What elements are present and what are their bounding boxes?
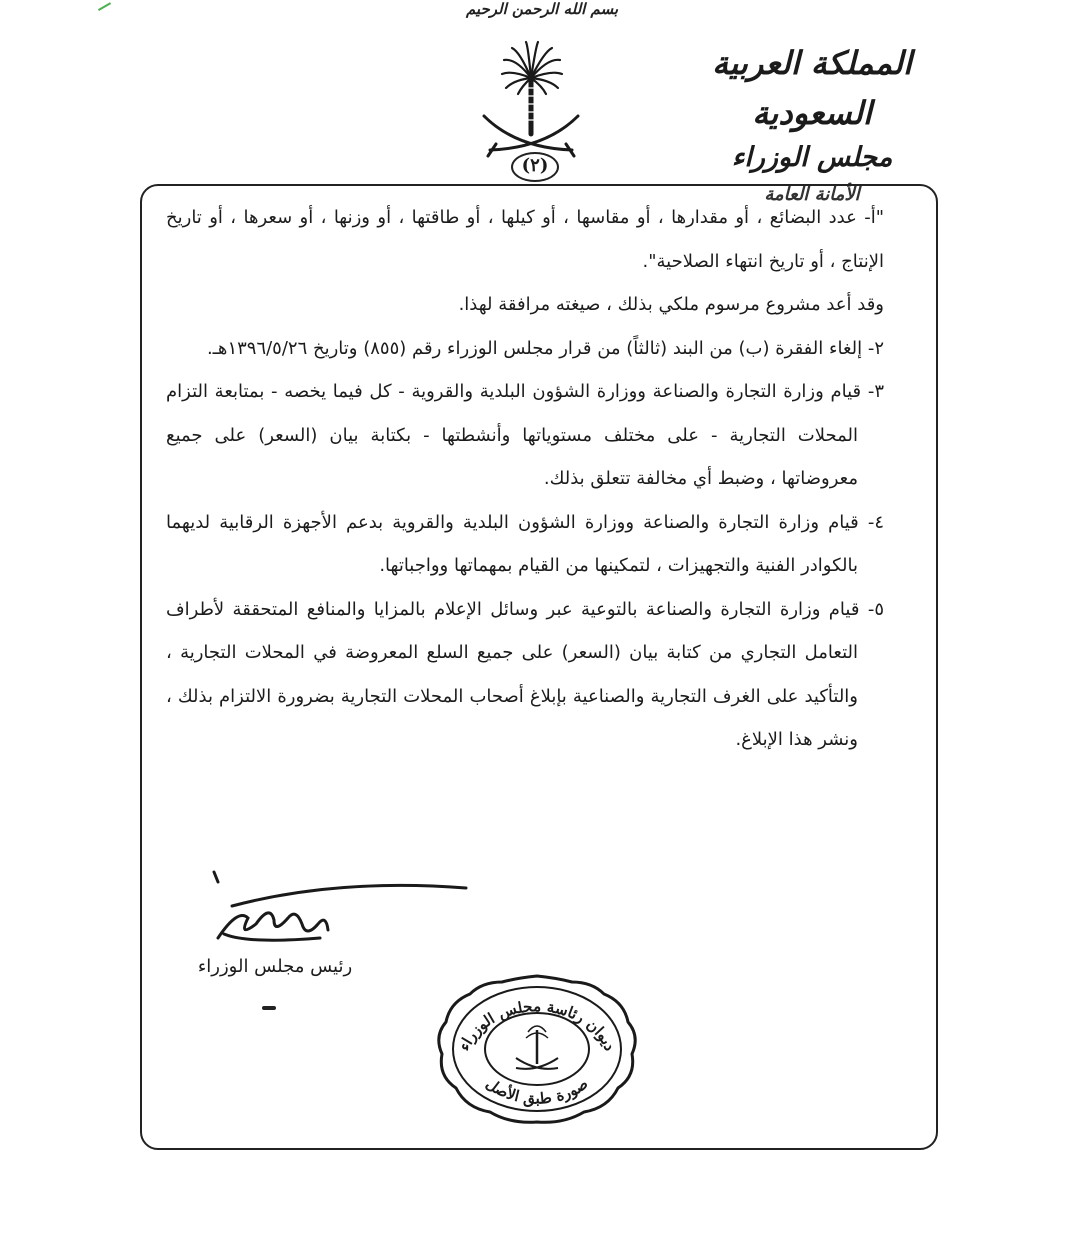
svg-text:صورة طبق الأصل: صورة طبق الأصل (482, 1074, 592, 1108)
paragraph-item-4: ٤- قيام وزارة التجارة والصناعة ووزارة الشؤون البلدية والقروية بدعم الأجهزة الرقابية لديهما بالكوادر الفنية والتجهيزات ، لتمكينها من القيام بمهماتها وواجباتها. (166, 511, 884, 576)
paragraph-a: "أ- عدد البضائع ، أو مقدارها ، أو مقاسها ، أو كيلها ، أو طاقتها ، أو وزنها ، أو سعرها ، أو تاريخ الإنتاج ، أو تاريخ انتهاء الصلاحية". (166, 207, 884, 272)
basmala: بسم الله الرحمن الرحيم (465, 0, 619, 18)
document-body (166, 196, 884, 762)
council-title: مجلس الوزراء (731, 142, 893, 173)
paragraph-item-5: ٥- قيام وزارة التجارة والصناعة بالتوعية عبر وسائل الإعلام بالمزايا والمنافع المتحققة لأطراف التعامل التجاري من كتابة بيان (السعر) على جميع السلع المعروضة في المحلات التجارية ، والتأكيد على الغرف التجارية والصناعية بإبلاغ أصحاب المحلات التجارية بضرورة الالتزام بذلك ، ونشر هذا الإبلاغ. (166, 598, 884, 750)
signer-title: رئيس مجلس الوزراء (197, 956, 353, 977)
signature-icon (178, 868, 478, 958)
svg-text:ديوان رئاسة مجلس الوزراء: ديوان رئاسة مجلس الوزراء (454, 997, 620, 1054)
page-number: (٢) (511, 152, 559, 182)
paragraph-item-2: ٢- إلغاء الفقرة (ب) من البند (ثالثاً) من قرار مجلس الوزراء رقم (٨٥٥) وتاريخ ١٣٩٦/٥/٢٦هـ. (206, 337, 884, 359)
paragraph-item-3: ٣- قيام وزارة التجارة والصناعة ووزارة الشؤون البلدية والقروية - كل فيما يخصه - بمتابعة التزام المحلات التجارية - على مختلف مستوياتها وأنشطتها - بكتابة بيان (السعر) على جميع معروضاتها ، وضبط أي مخالفة تتعلق بذلك. (166, 381, 884, 489)
signer-dash (262, 1006, 276, 1010)
secretariat-title: الأمانة العامة (764, 184, 860, 205)
kingdom-title: المملكة العربية السعودية (712, 44, 912, 132)
corner-mark (95, 0, 111, 11)
paragraph-draft-decree: وقد أعد مشروع مرسوم ملكي بذلك ، صيغته مرافقة لهذا. (458, 294, 884, 315)
stamp-icon (432, 972, 642, 1126)
